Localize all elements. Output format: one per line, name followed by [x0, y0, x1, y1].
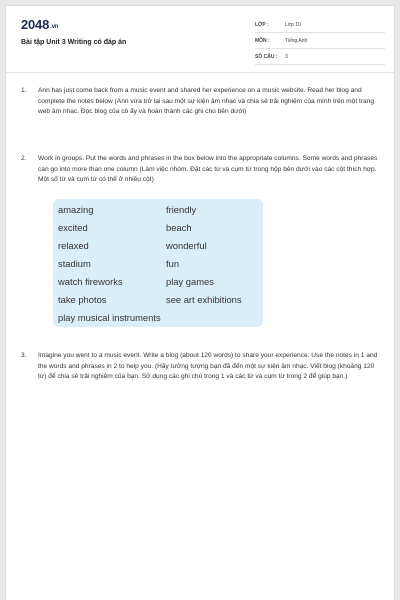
word-box	[53, 199, 263, 327]
logo-text: 2048	[21, 17, 50, 32]
meta-value: Lớp 10	[285, 22, 301, 28]
meta-row-subject	[255, 35, 385, 49]
meta-row-question-count	[255, 51, 385, 65]
question-text: Work in groups. Put the words and phrases in the box below into the appropriate columns. Some words and phrases can go into more than one column (Làm việc nhóm. Đặt các từ và cụm từ trong hộp bên dưới vào các cột thích hợp. Một số từ và cụm từ có thể ở nhiều cột)	[38, 155, 378, 183]
word-item: watch fireworks	[58, 276, 123, 287]
word-item: amazing	[58, 204, 94, 215]
word-item: fun	[166, 258, 180, 269]
question-text: Imagine you went to a music event. Write a blog (about 120 words) to share your experience. Use the notes in 1 and the words and phrases in 2 to help you. (Hãy tưởng tượng bạn đã đến một sự kiện âm nhạc. Viết blog (khoảng 120 từ) để chia sẻ trải nghiệm của bạn. Sử dụng các ghi chú trong 1 và các từ và cụm từ trong 2 để giúp bạn.)	[38, 352, 378, 380]
word-item: play games	[166, 276, 214, 287]
question-3	[21, 351, 381, 383]
logo-tld: .vn	[50, 24, 59, 30]
meta-value: 3	[285, 54, 288, 60]
word-item: see art exhibitions	[166, 294, 242, 305]
question-number: 3.	[21, 352, 27, 359]
question-2	[21, 154, 381, 186]
meta-row-class	[255, 19, 385, 33]
meta-label: MÔN :	[255, 38, 270, 44]
meta-label: LỚP :	[255, 22, 269, 28]
meta-value: Tiếng Anh	[285, 38, 308, 44]
document-title: Bài tập Unit 3 Writing có đáp án	[21, 39, 127, 46]
question-text: Ann has just come back from a music event and shared her experience on a music website. Read her blog and complete the notes below (Ann vừa trở lại sau một sự kiện âm nhạc và chia sẻ trải nghiệm của mình trên một trang web âm nhạc. Đọc blog của cô ấy và hoàn thành các ghi chú bên dưới)	[38, 87, 375, 115]
question-number: 2.	[21, 155, 27, 162]
word-item: take photos	[58, 294, 107, 305]
question-1	[21, 86, 381, 118]
word-item: friendly	[166, 204, 197, 215]
site-logo[interactable]	[21, 17, 58, 32]
word-item: wonderful	[166, 240, 207, 251]
word-item: beach	[166, 222, 192, 233]
worksheet-header	[6, 6, 394, 72]
word-item: relaxed	[58, 240, 89, 251]
word-item: excited	[58, 222, 88, 233]
meta-label: SỐ CÂU :	[255, 54, 278, 60]
meta-info	[255, 19, 385, 67]
word-item: stadium	[58, 258, 91, 269]
word-item: play musical instruments	[58, 312, 161, 323]
header-divider	[6, 72, 394, 73]
question-number: 1.	[21, 87, 27, 94]
worksheet-page	[5, 5, 395, 600]
